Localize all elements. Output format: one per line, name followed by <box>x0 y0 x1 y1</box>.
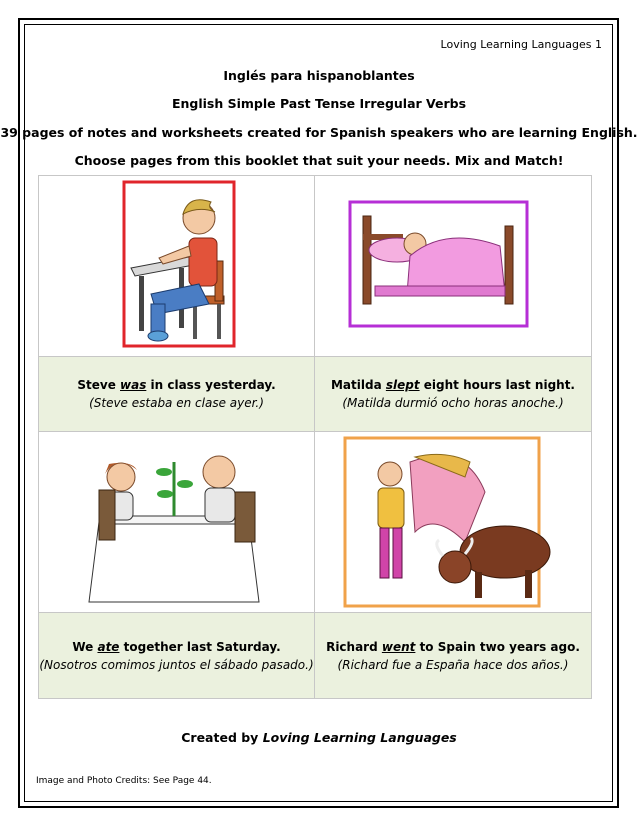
title-spanish: Inglés para hispanoblantes <box>223 68 415 83</box>
page-number: 1 <box>595 38 602 51</box>
subtitle-choose: Choose pages from this booklet that suit your needs. Mix and Match! <box>74 153 564 168</box>
caption-richard <box>315 613 591 698</box>
image-credits: Image and Photo Credits: See Page 44. <box>36 776 212 786</box>
caption-matilda <box>315 357 591 431</box>
image-cell-steve <box>39 176 314 356</box>
caption-steve-spanish: (Steve estaba en clase ayer.) <box>89 396 264 410</box>
caption-steve <box>39 357 314 431</box>
caption-richard-spanish: (Richard fue a España hace dos años.) <box>337 657 569 672</box>
created-by-brand: Loving Learning Languages <box>262 730 457 745</box>
caption-dinner-spanish: (Nosotros comimos juntos el sábado pasado.) <box>39 657 314 672</box>
picture-grid <box>38 175 592 699</box>
created-by-line <box>0 730 638 745</box>
girl-sleeping-illustration <box>315 176 591 356</box>
page-header <box>441 38 602 51</box>
image-cell-dinner <box>39 432 314 612</box>
header-brand: Loving Learning Languages <box>440 38 592 51</box>
title-english: English Simple Past Tense Irregular Verbs <box>171 96 467 111</box>
boy-writing-illustration <box>39 176 314 356</box>
caption-dinner-english: We ate together last Saturday. <box>72 639 281 654</box>
caption-matilda-english: Matilda slept eight hours last night. <box>330 378 575 392</box>
created-by-prefix: Created by <box>181 730 263 745</box>
subtitle-pages: 39 pages of notes and worksheets created for Spanish speakers who are learning English. <box>0 125 638 140</box>
image-cell-richard <box>315 432 591 612</box>
couple-dinner-illustration <box>39 432 314 612</box>
caption-steve-english: Steve was in class yesterday. <box>77 378 276 392</box>
image-cell-matilda <box>315 176 591 356</box>
caption-richard-english: Richard went to Spain two years ago. <box>326 639 580 654</box>
caption-dinner <box>39 613 314 698</box>
caption-matilda-spanish: (Matilda durmió ocho horas anoche.) <box>342 396 564 410</box>
bullfighter-illustration <box>315 432 591 612</box>
